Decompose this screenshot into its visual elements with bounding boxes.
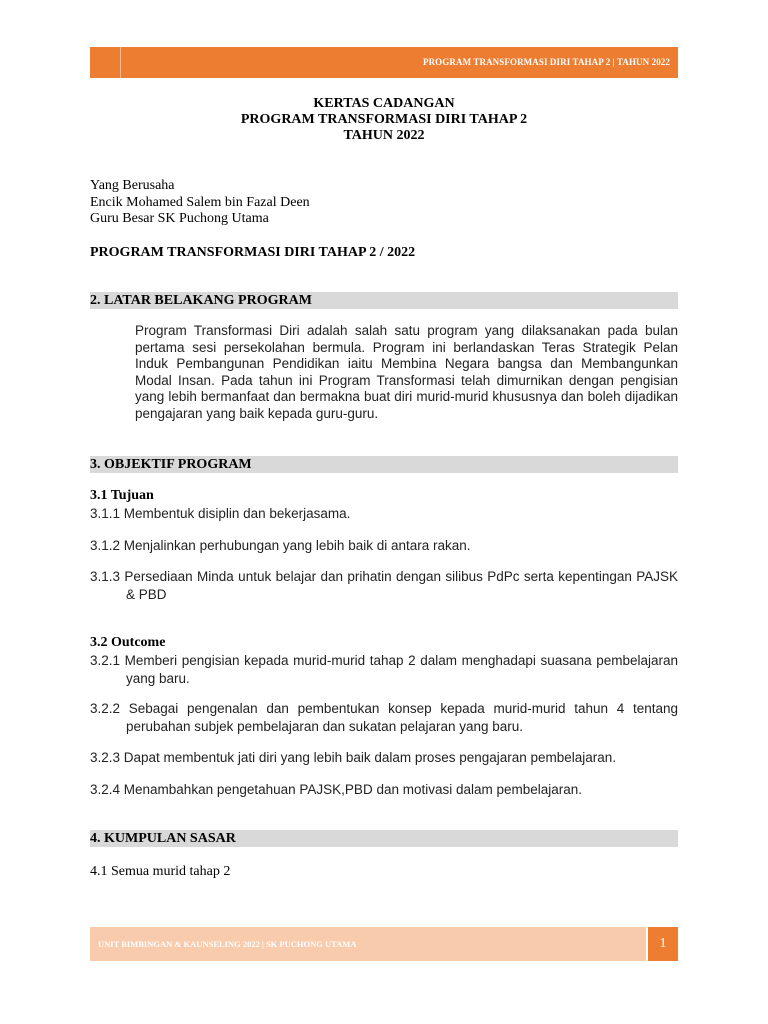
latar-belakang-paragraph: Program Transformasi Diri adalah salah satu program yang dilaksanakan pada bulan pertama sesi persekolahan bermula. Program ini berlandaskan Teras Strategik Pelan Induk Pembangunan Pendidikan iaitu Membina Negara bangsa dan Membangunkan Modal Insan. Pada tahun ini Program Transformasi telah dimurnikan dengan pengisian yang lebih bermanfaat dan bermakna buat diri murid-murid khususnya dan boleh dijadikan pengajaran yang baik kepada guru-guru. [135, 323, 678, 421]
outcome-item-2: 3.2.2 Sebagai pengenalan dan pembentukan konsep kepada murid-murid tahun 4 tentang perubahan subjek pembelajaran dan sukatan pelajaran yang baru. [90, 701, 678, 734]
addressee-line-1: Yang Berusaha [90, 178, 175, 193]
outcome-item-1: 3.2.1 Memberi pengisian kepada murid-murid tahap 2 dalam menghadapi suasana pembelajaran yang baru. [90, 653, 678, 686]
subheading-outcome: 3.2 Outcome [90, 635, 166, 650]
header-divider [120, 47, 121, 78]
subheading-tujuan: 3.1 Tujuan [90, 488, 154, 503]
tujuan-item-2: 3.1.2 Menjalinkan perhubungan yang lebih baik di antara rakan. [90, 538, 471, 553]
page-header-bar [90, 47, 678, 78]
title-line-1: KERTAS CADANGAN [313, 96, 455, 111]
kumpulan-sasar-item-1: 4.1 Semua murid tahap 2 [90, 864, 231, 879]
footer-label-bar [90, 927, 646, 961]
addressee-line-3: Guru Besar SK Puchong Utama [90, 211, 269, 226]
section-heading-kumpulan-sasar: 4. KUMPULAN SASAR [90, 830, 678, 847]
section-heading-latar-belakang: 2. LATAR BELAKANG PROGRAM [90, 292, 678, 309]
title-line-3: TAHUN 2022 [343, 128, 425, 143]
program-heading: PROGRAM TRANSFORMASI DIRI TAHAP 2 / 2022 [90, 245, 416, 260]
page-footer [90, 927, 678, 961]
addressee-block [90, 178, 310, 228]
page-number: 1 [648, 927, 678, 961]
footer-text: UNIT BIMBINGAN & KAUNSELING 2022 | SK PUCHONG UTAMA [98, 939, 357, 949]
section-heading-objektif: 3. OBJEKTIF PROGRAM [90, 456, 678, 473]
addressee-line-2: Encik Mohamed Salem bin Fazal Deen [90, 194, 310, 210]
tujuan-item-1: 3.1.1 Membentuk disiplin dan bekerjasama. [90, 506, 351, 521]
title-line-2: PROGRAM TRANSFORMASI DIRI TAHAP 2 [240, 112, 528, 127]
outcome-item-3: 3.2.3 Dapat membentuk jati diri yang lebih baik dalam proses pengajaran pembelajaran. [90, 750, 617, 765]
outcome-item-4: 3.2.4 Menambahkan pengetahuan PAJSK,PBD dan motivasi dalam pembelajaran. [90, 782, 583, 797]
header-text: PROGRAM TRANSFORMASI DIRI TAHAP 2 | TAHUN 2022 [422, 57, 670, 67]
document-title [90, 96, 678, 144]
tujuan-item-3: 3.1.3 Persediaan Minda untuk belajar dan prihatin dengan silibus PdPc serta kepentingan PAJSK & PBD [90, 569, 678, 602]
